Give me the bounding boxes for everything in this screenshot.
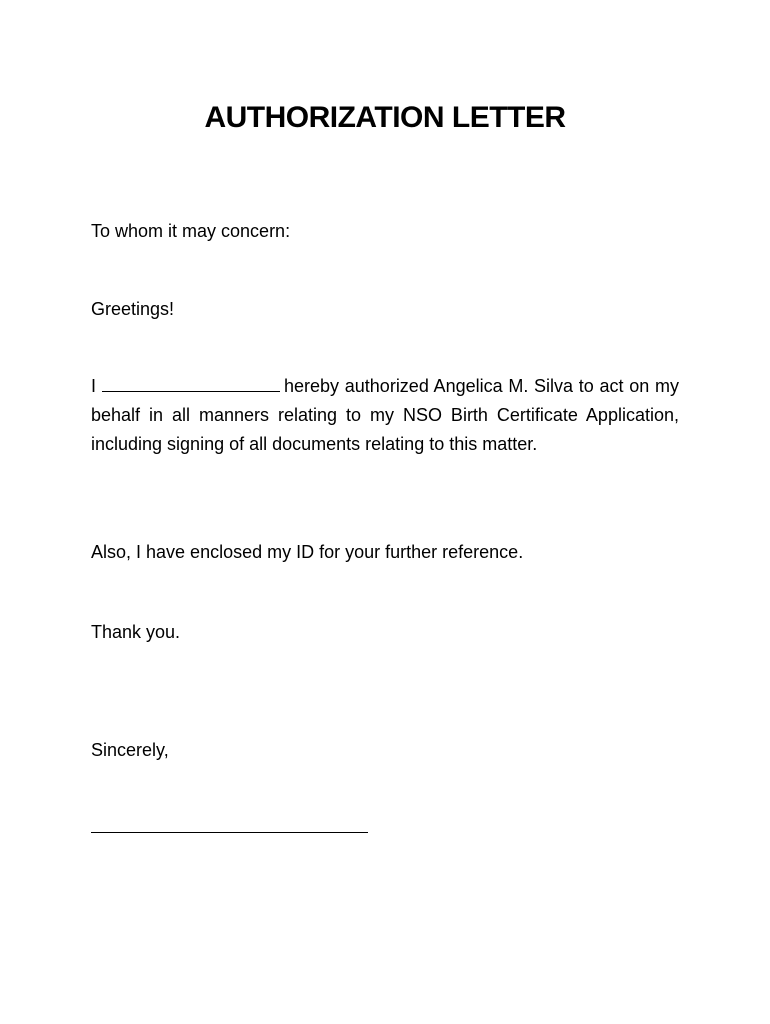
name-blank-line[interactable] [102,375,280,392]
enclosure-note: Also, I have enclosed my ID for your further reference. [91,542,524,562]
signature-line[interactable] [91,832,368,833]
salutation: To whom it may concern: [91,221,291,241]
body-prefix: I [91,376,97,396]
closing: Sincerely, [91,740,169,760]
body-text: hereby authorized Angelica M. Silva to act on my behalf in all manners relating to my NSO Birth Certificate Application, including signing of all documents relating to this matter. [91,376,679,454]
thank-you: Thank you. [91,622,181,642]
greeting: Greetings! [91,299,175,319]
authorization-paragraph [91,372,679,459]
letter-title: AUTHORIZATION LETTER [204,101,566,134]
